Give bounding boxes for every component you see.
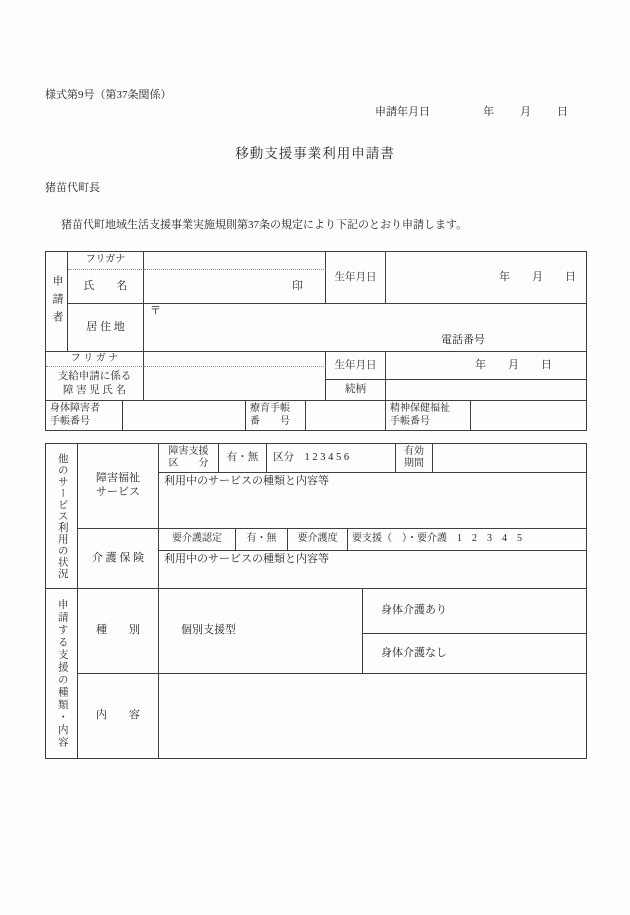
page-title: 移動支援事業利用申請書	[235, 146, 395, 161]
request-group-label: 申請する支援の種類・内容	[56, 598, 68, 749]
phone-label: 電話番号	[441, 334, 485, 347]
birthdate-field: 年 月 日	[386, 252, 587, 304]
child-birthdate-label: 生年月日	[326, 352, 386, 380]
child-birthdate-field: 年 月 日	[386, 352, 587, 380]
child-name-field	[144, 367, 326, 401]
addressee: 猪苗代町長	[45, 182, 100, 194]
application-date-label: 申請年月日	[375, 106, 430, 118]
support-category-yesno: 有・無	[219, 444, 267, 473]
request-group-cell	[46, 589, 78, 759]
services-table	[45, 443, 587, 759]
physical-card-label: 身体障害者 手帳番号	[46, 401, 123, 431]
valid-period-label: 有効 期間	[396, 444, 433, 473]
form-number: 様式第9号（第37条関係）	[45, 89, 172, 101]
rehab-card-label: 療育手帳 番 号	[246, 401, 306, 431]
address-label: 居 住 地	[68, 304, 144, 352]
care-certification-label: 要介護認定	[159, 529, 236, 551]
support-category-scale: 区分 1 2 3 4 5 6	[267, 444, 396, 473]
care-level-scale: 要支援（ ）・要介護 1 2 3 4 5	[348, 529, 587, 551]
applicant-group-label: 申請者	[51, 274, 63, 329]
support-type-label: 種 別	[78, 589, 159, 674]
application-date-day-label: 日	[557, 106, 568, 118]
application-date-month-label: 月	[520, 106, 531, 118]
applicant-table	[45, 251, 587, 431]
mental-card-field	[471, 401, 587, 431]
insurance-services-in-use: 利用中のサービスの種類と内容等	[159, 551, 587, 589]
relation-label: 続柄	[326, 380, 386, 401]
support-type-value: 個別支援型	[159, 589, 363, 674]
seal-mark: 印	[292, 279, 303, 292]
address-field	[144, 304, 587, 352]
content-label: 内 容	[78, 674, 159, 759]
furigana-label: フリガナ	[68, 252, 144, 270]
declaration-text: 猪苗代町地域生活支援事業実施規則第37条の規定により下記のとおり申請します。	[61, 219, 468, 231]
postal-mark: 〒	[150, 305, 161, 317]
applicant-group-cell	[46, 252, 68, 352]
welfare-service-label: 障害福祉 サービス	[78, 444, 159, 529]
option-with-care: 身体介護あり	[363, 589, 587, 634]
child-furigana-field	[144, 352, 326, 367]
physical-card-field	[123, 401, 246, 431]
care-certification-yesno: 有・無	[236, 529, 288, 551]
name-label: 氏 名	[68, 270, 144, 304]
mental-card-label: 精神保健福祉 手帳番号	[386, 401, 471, 431]
application-date-year-label: 年	[483, 106, 494, 118]
support-category-label: 障害支援 区 分	[159, 444, 219, 473]
valid-period-field	[433, 444, 587, 473]
name-field	[144, 270, 326, 304]
other-services-group-label: 他のサービス利用の状況	[56, 452, 68, 580]
furigana-field	[144, 252, 326, 270]
birthdate-label: 生年月日	[326, 252, 386, 304]
care-level-label: 要介護度	[288, 529, 348, 551]
rehab-card-field	[306, 401, 386, 431]
option-without-care: 身体介護なし	[363, 634, 587, 674]
content-field	[159, 674, 587, 759]
child-furigana-label: フ リ ガ ナ	[46, 352, 144, 367]
relation-field	[386, 380, 587, 401]
child-name-label: 支給申請に係る 障 害 児 氏 名	[46, 367, 144, 401]
welfare-services-in-use: 利用中のサービスの種類と内容等	[159, 473, 587, 529]
other-services-group-cell	[46, 444, 78, 589]
care-insurance-label: 介 護 保 険	[78, 529, 159, 589]
